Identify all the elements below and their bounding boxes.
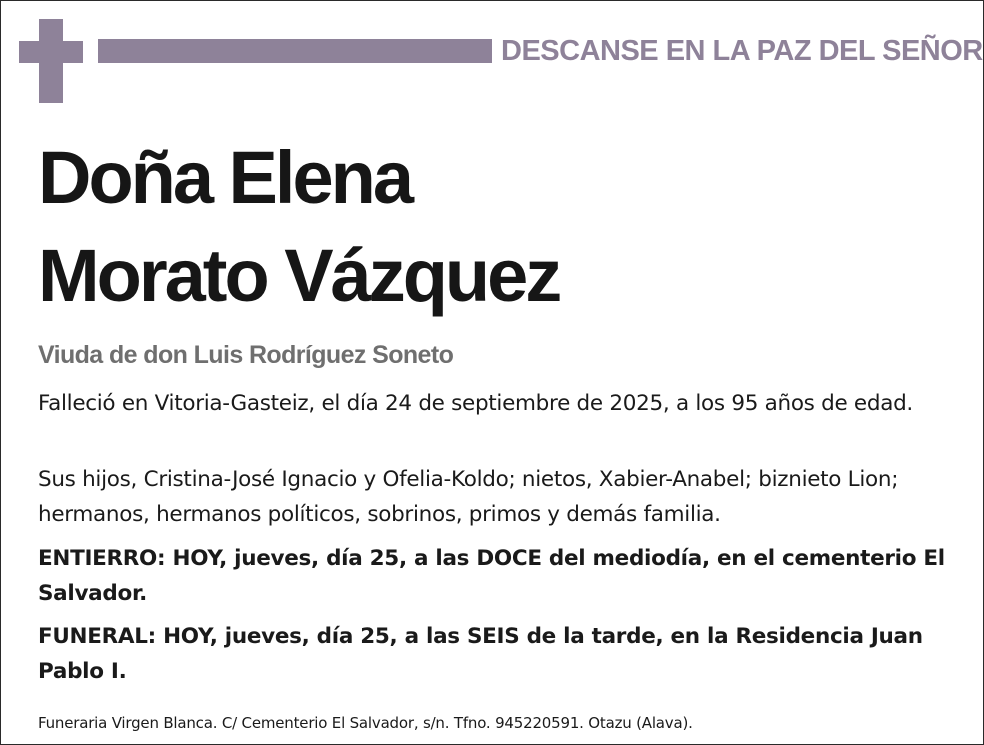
funeral-paragraph: FUNERAL: HOY, jueves, día 25, a las SEIS de la tarde, en la Residencia Juan Pablo I. — [38, 624, 923, 684]
cross-horizontal-bar — [19, 41, 83, 63]
funeral-home-footer: Funeraria Virgen Blanca. C/ Cementerio El Salvador, s/n. Tfno. 945220591. Otazu (Alava). — [38, 714, 693, 732]
family-paragraph: Sus hijos, Cristina-José Ignacio y Ofelia-Koldo; nietos, Xabier-Anabel; biznieto Lion; hermanos, hermanos políticos, sobrinos, primos y demás familia. — [38, 467, 899, 527]
widow-subtitle: Viuda de don Luis Rodríguez Soneto — [38, 341, 454, 369]
deceased-name-line-2: Morato Vázquez — [38, 234, 560, 317]
deceased-name-line-1: Doña Elena — [38, 136, 411, 219]
header-title: DESCANSE EN LA PAZ DEL SEÑOR — [501, 35, 983, 67]
deceased-name — [38, 129, 559, 325]
death-notice-paragraph: Falleció en Vitoria-Gasteiz, el día 24 de septiembre de 2025, a los 95 años de edad. — [38, 391, 913, 416]
burial-paragraph: ENTIERRO: HOY, jueves, día 25, a las DOCE del mediodía, en el cementerio El Salvador. — [38, 546, 945, 606]
header-rule — [98, 39, 492, 63]
cross-icon — [19, 19, 83, 103]
